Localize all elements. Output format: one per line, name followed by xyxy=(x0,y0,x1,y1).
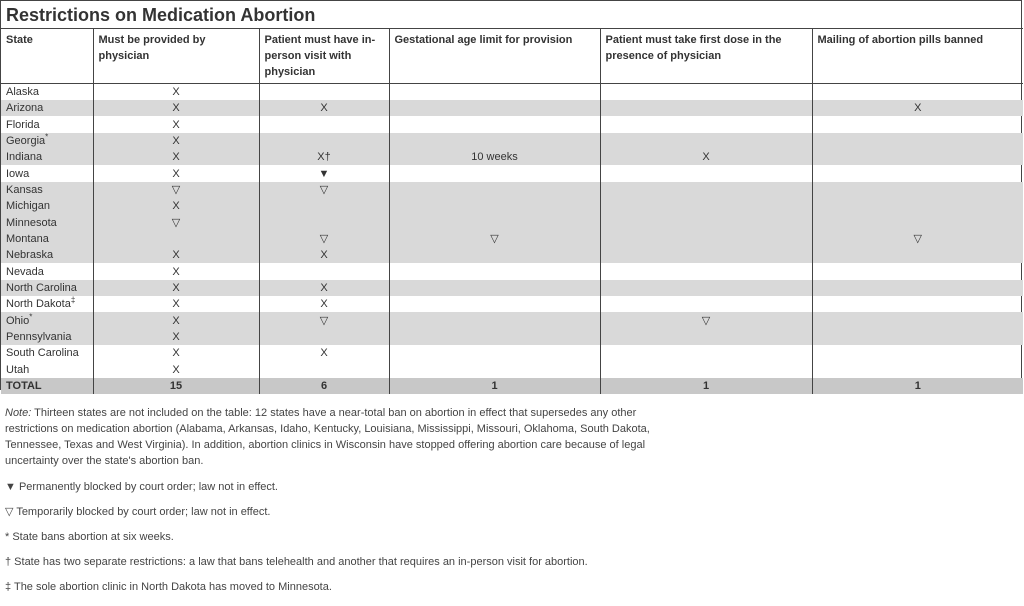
cell-first-dose xyxy=(600,198,812,214)
cell-first-dose: X xyxy=(600,149,812,165)
cell-gestational-limit xyxy=(389,312,600,328)
cell-first-dose: ▽ xyxy=(600,312,812,328)
total-in-person-visit: 6 xyxy=(259,378,389,394)
cell-mailing-banned xyxy=(812,198,1023,214)
table-body xyxy=(1,84,1023,395)
table-row xyxy=(1,149,1023,165)
cell-gestational-limit xyxy=(389,84,600,101)
state-name: Pennsylvania xyxy=(6,330,72,343)
cell-gestational-limit xyxy=(389,247,600,263)
cell-physician: X xyxy=(93,345,259,361)
state-name: Minnesota xyxy=(6,216,57,229)
cell-first-dose xyxy=(600,214,812,230)
cell-first-dose xyxy=(600,247,812,263)
cell-gestational-limit xyxy=(389,280,600,296)
cell-gestational-limit xyxy=(389,345,600,361)
cell-first-dose xyxy=(600,329,812,345)
state-name: Arizona xyxy=(6,102,44,115)
table-row xyxy=(1,165,1023,181)
table-row xyxy=(1,84,1023,101)
cell-first-dose xyxy=(600,133,812,149)
cell-first-dose xyxy=(600,345,812,361)
total-label: TOTAL xyxy=(1,378,93,394)
cell-gestational-limit xyxy=(389,100,600,116)
cell-first-dose xyxy=(600,84,812,101)
cell-state xyxy=(1,182,93,198)
cell-mailing-banned xyxy=(812,84,1023,101)
cell-in-person-visit: X xyxy=(259,296,389,312)
cell-in-person-visit xyxy=(259,263,389,279)
state-name: Georgia xyxy=(6,134,46,147)
cell-physician: X xyxy=(93,280,259,296)
cell-in-person-visit: X xyxy=(259,345,389,361)
legend-temporarily-blocked: ▽ Temporarily blocked by court order; law not in effect. xyxy=(5,506,271,518)
total-mailing-banned: 1 xyxy=(812,378,1023,394)
cell-physician: X xyxy=(93,362,259,378)
table-notes xyxy=(5,405,665,604)
table-row xyxy=(1,362,1023,378)
state-footnote-mark: ‡ xyxy=(70,295,76,305)
state-name: Kansas xyxy=(6,183,43,196)
cell-mailing-banned xyxy=(812,362,1023,378)
cell-in-person-visit xyxy=(259,362,389,378)
cell-gestational-limit xyxy=(389,182,600,198)
cell-in-person-visit: ▽ xyxy=(259,182,389,198)
table-row xyxy=(1,231,1023,247)
cell-gestational-limit: 10 weeks xyxy=(389,149,600,165)
cell-gestational-limit xyxy=(389,296,600,312)
cell-mailing-banned xyxy=(812,149,1023,165)
total-physician: 15 xyxy=(93,378,259,394)
cell-mailing-banned xyxy=(812,280,1023,296)
cell-in-person-visit: X xyxy=(259,100,389,116)
state-name: Florida xyxy=(6,118,40,131)
cell-first-dose xyxy=(600,182,812,198)
table-row xyxy=(1,133,1023,149)
cell-mailing-banned xyxy=(812,329,1023,345)
state-name: North Dakota xyxy=(6,298,71,311)
cell-mailing-banned xyxy=(812,247,1023,263)
table-row xyxy=(1,100,1023,116)
cell-gestational-limit xyxy=(389,329,600,345)
cell-physician: X xyxy=(93,198,259,214)
cell-state xyxy=(1,362,93,378)
cell-first-dose xyxy=(600,116,812,132)
table-row xyxy=(1,345,1023,361)
table-row xyxy=(1,296,1023,312)
cell-first-dose xyxy=(600,280,812,296)
legend-permanently-blocked: ▼ Permanently blocked by court order; law not in effect. xyxy=(5,481,278,493)
cell-first-dose xyxy=(600,100,812,116)
cell-in-person-visit xyxy=(259,329,389,345)
header-mailing-banned: Mailing of abortion pills banned xyxy=(812,29,1023,84)
cell-gestational-limit xyxy=(389,165,600,181)
cell-mailing-banned xyxy=(812,296,1023,312)
header-state: State xyxy=(1,29,93,84)
cell-in-person-visit: ▽ xyxy=(259,231,389,247)
cell-in-person-visit xyxy=(259,116,389,132)
legend-north-dakota-clinic: ‡ The sole abortion clinic in North Dakota has moved to Minnesota. xyxy=(5,581,332,593)
header-in-person-visit: Patient must have in-person visit with physician xyxy=(259,29,389,84)
state-name: Indiana xyxy=(6,151,43,164)
cell-state xyxy=(1,100,93,116)
cell-first-dose xyxy=(600,362,812,378)
cell-mailing-banned: ▽ xyxy=(812,231,1023,247)
state-name: Nebraska xyxy=(6,249,54,262)
cell-gestational-limit: ▽ xyxy=(389,231,600,247)
state-name: Alaska xyxy=(6,86,40,98)
note-main-text: Thirteen states are not included on the table: 12 states have a near-total ban on abortion in effect that supersedes any other restrictions on medication abortion (Alabama, Arkansas, Idaho, Kentucky, Louisiana, Mississippi, Missouri, Oklahoma, South Dakota, Tennessee, Texas and West Virginia). In addition, abortion clinics in Wisconsin have stopped offering abortion care because of legal uncertainty over the state's abortion ban. xyxy=(5,407,650,467)
table-row xyxy=(1,198,1023,214)
header-first-dose: Patient must take first dose in the presence of physician xyxy=(600,29,812,84)
state-name: Utah xyxy=(6,363,30,376)
cell-state xyxy=(1,214,93,230)
note-label: Note: xyxy=(5,407,32,419)
state-footnote-mark: * xyxy=(29,311,33,321)
cell-physician: X xyxy=(93,100,259,116)
cell-gestational-limit xyxy=(389,133,600,149)
cell-mailing-banned xyxy=(812,133,1023,149)
cell-mailing-banned xyxy=(812,182,1023,198)
table-row xyxy=(1,116,1023,132)
table-row xyxy=(1,312,1023,328)
cell-mailing-banned xyxy=(812,312,1023,328)
cell-physician: ▽ xyxy=(93,214,259,230)
cell-in-person-visit: ▼ xyxy=(259,165,389,181)
cell-gestational-limit xyxy=(389,263,600,279)
cell-state xyxy=(1,165,93,181)
cell-physician: X xyxy=(93,149,259,165)
cell-mailing-banned xyxy=(812,263,1023,279)
cell-in-person-visit xyxy=(259,198,389,214)
state-name: Ohio xyxy=(6,314,30,327)
cell-gestational-limit xyxy=(389,116,600,132)
cell-in-person-visit: ▽ xyxy=(259,312,389,328)
cell-in-person-visit xyxy=(259,214,389,230)
cell-first-dose xyxy=(600,263,812,279)
cell-state xyxy=(1,280,93,296)
cell-in-person-visit xyxy=(259,84,389,101)
cell-first-dose xyxy=(600,231,812,247)
state-name: Nevada xyxy=(6,265,44,278)
cell-state xyxy=(1,247,93,263)
table-row xyxy=(1,329,1023,345)
cell-first-dose xyxy=(600,296,812,312)
table-row xyxy=(1,182,1023,198)
cell-physician xyxy=(93,231,259,247)
cell-state xyxy=(1,198,93,214)
table-title: Restrictions on Medication Abortion xyxy=(6,5,316,25)
note-main xyxy=(5,405,665,469)
cell-physician: X xyxy=(93,247,259,263)
cell-gestational-limit xyxy=(389,198,600,214)
state-name: South Carolina xyxy=(6,347,79,360)
cell-state xyxy=(1,296,93,312)
cell-state xyxy=(1,84,93,101)
total-row xyxy=(1,378,1023,394)
cell-physician: X xyxy=(93,133,259,149)
total-gestational-limit: 1 xyxy=(389,378,600,394)
cell-mailing-banned xyxy=(812,345,1023,361)
state-footnote-mark: * xyxy=(45,132,49,142)
cell-mailing-banned: X xyxy=(812,100,1023,116)
cell-in-person-visit xyxy=(259,133,389,149)
state-name: North Carolina xyxy=(6,281,77,294)
cell-state xyxy=(1,231,93,247)
cell-state xyxy=(1,263,93,279)
table-row xyxy=(1,280,1023,296)
cell-in-person-visit: X xyxy=(259,247,389,263)
table-row xyxy=(1,214,1023,230)
cell-physician: X xyxy=(93,116,259,132)
header-physician: Must be provided by physician xyxy=(93,29,259,84)
cell-physician: X xyxy=(93,296,259,312)
cell-mailing-banned xyxy=(812,165,1023,181)
state-name: Michigan xyxy=(6,200,51,213)
cell-gestational-limit xyxy=(389,362,600,378)
cell-physician: ▽ xyxy=(93,182,259,198)
total-first-dose: 1 xyxy=(600,378,812,394)
cell-state xyxy=(1,329,93,345)
cell-state xyxy=(1,149,93,165)
cell-state xyxy=(1,312,93,328)
cell-mailing-banned xyxy=(812,214,1023,230)
state-name: Iowa xyxy=(6,167,30,180)
cell-physician: X xyxy=(93,263,259,279)
restrictions-table xyxy=(1,28,1023,394)
cell-state xyxy=(1,116,93,132)
table-header-row xyxy=(1,29,1023,84)
cell-physician: X xyxy=(93,84,259,101)
cell-first-dose xyxy=(600,165,812,181)
cell-in-person-visit: X xyxy=(259,280,389,296)
cell-physician: X xyxy=(93,312,259,328)
table-row xyxy=(1,263,1023,279)
cell-physician: X xyxy=(93,165,259,181)
header-gestational-limit: Gestational age limit for provision xyxy=(389,29,600,84)
cell-state xyxy=(1,345,93,361)
legend-two-restrictions: † State has two separate restrictions: a law that bans telehealth and another that requires an in-person visit for abortion. xyxy=(5,556,588,568)
cell-physician: X xyxy=(93,329,259,345)
cell-gestational-limit xyxy=(389,214,600,230)
legend-six-week-ban: * State bans abortion at six weeks. xyxy=(5,531,174,543)
table-row xyxy=(1,247,1023,263)
cell-mailing-banned xyxy=(812,116,1023,132)
cell-state xyxy=(1,133,93,149)
cell-in-person-visit: X† xyxy=(259,149,389,165)
state-name: Montana xyxy=(6,232,49,245)
